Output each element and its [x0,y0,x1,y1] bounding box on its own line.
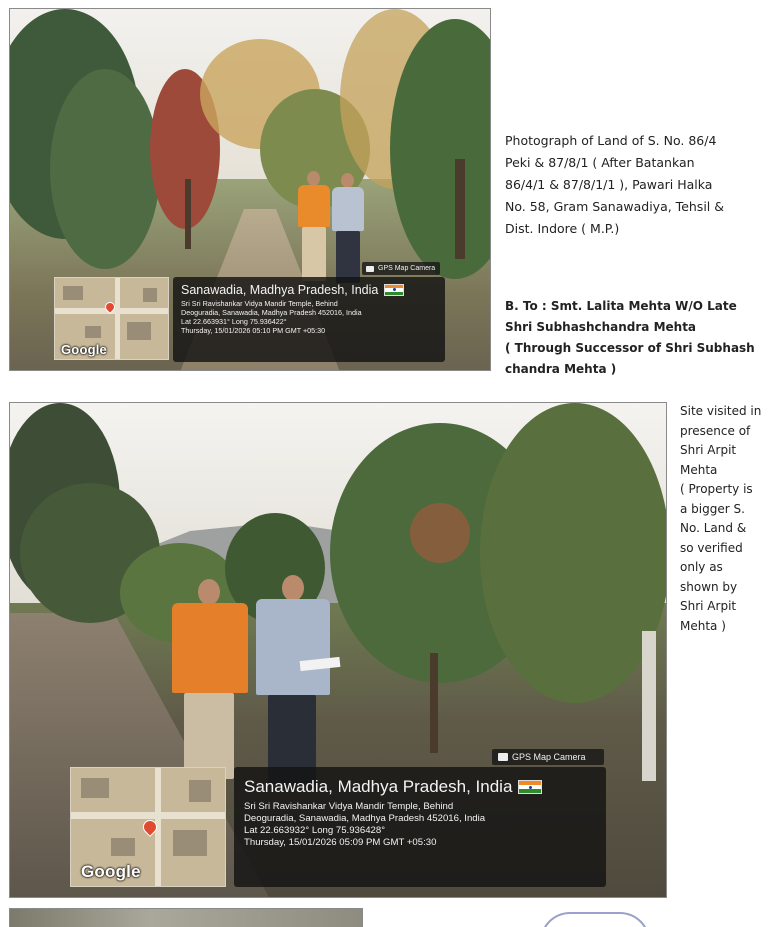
site-note-line: Shri Arpit [680,443,737,457]
party-line: Shri Subhashchandra Mehta [505,320,697,334]
camera-icon [366,266,374,272]
person-orange [168,579,252,779]
site-note-line: No. Land & [680,521,747,535]
tree [480,403,667,703]
site-note-line: ( Property is [680,482,753,496]
site-note-line: so verified [680,540,743,555]
place-row [181,283,437,297]
coordinates: Lat 22.663931° Long 75.936422° [181,317,287,326]
seal-stamp-edge [540,912,650,927]
tree [410,503,470,563]
google-logo: Google [81,862,141,881]
site-note-line: Shri Arpit [680,599,737,613]
place-name: Sanawadia, Madhya Pradesh, India [181,283,379,297]
tree [50,69,160,269]
person-white [254,575,334,785]
site-photo-2 [9,402,667,898]
site-photo-1 [9,8,491,371]
datetime: Thursday, 15/01/2026 05:10 PM GMT +05:30 [181,326,326,335]
party-line: chandra Mehta ) [505,362,617,376]
tree-trunk [185,179,191,249]
site-visit-note [680,402,780,636]
gps-overlay [234,767,606,887]
site-photo-3-partial [9,908,363,927]
site-note-line: only as [680,560,723,574]
description-line: Photograph of Land of S. No. 86/4 [505,133,717,148]
description-line: No. 58, Gram Sanawadiya, Tehsil & [505,199,724,214]
site-note-line: a bigger S. [680,501,745,516]
party-line: ( Through Successor of Shri Subhash [505,341,755,355]
site-note-line: presence of [680,423,751,438]
address-line-1: Sri Sri Ravishankar Vidya Mandir Temple, Behind [181,299,338,308]
site-note-line: Mehta ) [680,618,726,633]
india-flag-icon [518,780,542,794]
camera-tag-text: GPS Map Camera [512,752,586,762]
fence-post [642,631,656,781]
coordinates: Lat 22.663932° Long 75.936428° [244,825,386,836]
place-row [244,777,596,797]
party-details [505,296,780,380]
tree-trunk [455,159,465,259]
site-note-line: shown by [680,579,738,594]
land-description [505,130,777,240]
place-name: Sanawadia, Madhya Pradesh, India [244,777,513,796]
description-line: Peki & 87/8/1 ( After Batankan [505,155,695,170]
gps-overlay [173,277,445,362]
camera-tag [362,262,440,275]
datetime: Thursday, 15/01/2026 05:09 PM GMT +05:30 [244,837,437,848]
map-thumbnail [70,767,226,887]
site-note-line: Site visited in [680,404,762,418]
camera-tag-text: GPS Map Camera [378,265,436,272]
description-line: Dist. Indore ( M.P.) [505,221,620,236]
description-line: 86/4/1 & 87/8/1/1 ), Pawari Halka [505,177,713,192]
google-logo: Google [61,342,107,357]
india-flag-icon [384,284,404,296]
site-note-line: Mehta [680,462,718,477]
map-thumbnail [54,277,169,360]
party-line: B. To : Smt. Lalita Mehta W/O Late [505,299,737,313]
address-line-1: Sri Sri Ravishankar Vidya Mandir Temple, Behind [244,801,454,812]
tree-trunk [430,653,438,753]
camera-tag [492,749,604,765]
address-line-2: Deoguradia, Sanawadia, Madhya Pradesh 452016, India [181,308,362,317]
address-line-2: Deoguradia, Sanawadia, Madhya Pradesh 452016, India [244,813,486,824]
camera-icon [498,753,508,761]
